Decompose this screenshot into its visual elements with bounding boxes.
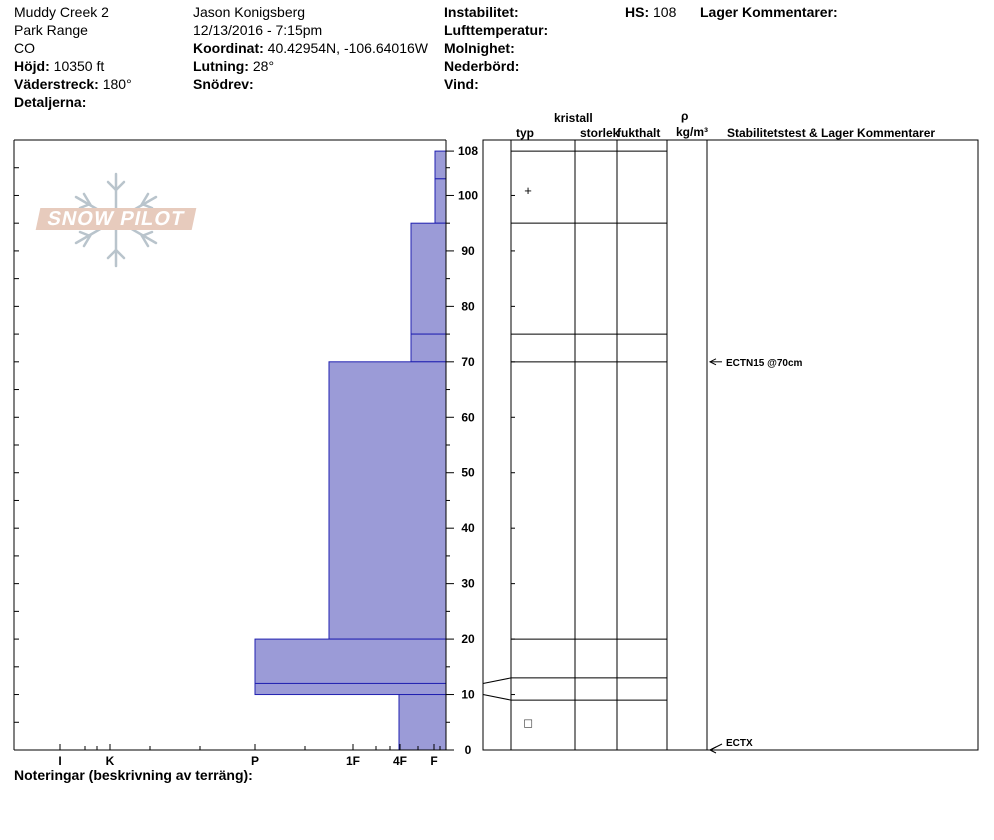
cloud-label: Molnighet: (444, 40, 515, 56)
aspect-value: 180° (102, 76, 132, 92)
hardness-tick-label: F (430, 754, 438, 768)
coordinates-value: 40.42954N, -106.64016W (267, 40, 428, 56)
elevation-label: Höjd: (14, 58, 50, 74)
layer-connector (483, 678, 511, 684)
site-name: Muddy Creek 2 (14, 4, 109, 20)
precip-label: Nederbörd: (444, 58, 520, 74)
layer-table-frame (483, 140, 978, 750)
crystal-symbol: □ (524, 715, 532, 731)
height-tick-label: 80 (461, 299, 475, 314)
hardness-bar (435, 179, 446, 223)
col-moisture: fukthalt (617, 126, 661, 140)
hardness-bar (411, 223, 446, 334)
aspect-label: Väderstreck: (14, 76, 99, 92)
height-tick-label: 20 (461, 632, 475, 647)
hardness-tick-label: P (250, 754, 260, 768)
wind-label: Vind: (444, 76, 479, 92)
hardness-tick-label: 4F (392, 754, 408, 768)
height-tick-label: 10 (461, 687, 475, 702)
height-tick-label: 0 (464, 743, 472, 757)
site-state: CO (14, 40, 35, 56)
layer-comments-label: Lager Kommentarer: (700, 4, 838, 20)
air-temp-label: Lufttemperatur: (444, 22, 549, 38)
slope-value: 28° (252, 58, 275, 74)
height-tick-label: 60 (461, 410, 475, 425)
hardness-bar (399, 695, 446, 750)
col-type: typ (516, 126, 534, 140)
drift-label: Snödrev: (193, 76, 254, 92)
col-stability: Stabilitetstest & Lager Kommentarer (727, 126, 936, 140)
height-tick-label: 100 (457, 188, 479, 203)
col-rho: ρ (681, 109, 689, 123)
hardness-tick-label: I (58, 754, 62, 768)
slope-label: Lutning: (193, 58, 249, 74)
col-size: storlek (580, 126, 620, 140)
hardness-tick-label: 1F (345, 754, 361, 768)
layer-connector (483, 695, 511, 701)
hardness-bar (255, 639, 446, 683)
hardness-bar (435, 151, 446, 179)
height-tick-label: 30 (461, 576, 475, 591)
hardness-bar (411, 334, 446, 362)
stability-test-label: ECTX (726, 738, 753, 749)
hardness-bar (255, 683, 446, 694)
col-crystal: kristall (554, 111, 593, 125)
stability-test-label: ECTN15 @70cm (726, 357, 803, 369)
height-tick-label: 70 (461, 354, 475, 369)
observation-datetime: 12/13/2016 - 7:15pm (193, 22, 323, 38)
hs-label: HS: (625, 4, 650, 20)
hardness-bar (329, 362, 446, 639)
site-range: Park Range (14, 22, 88, 38)
logo-text: SNOW PILOT (36, 208, 197, 230)
height-tick-label: 90 (461, 243, 475, 258)
notes-label: Noteringar (beskrivning av terräng): (14, 767, 253, 783)
elevation-value: 10350 ft (53, 58, 105, 74)
crystal-symbol: + (524, 182, 532, 198)
details-label: Detaljerna: (14, 94, 87, 110)
col-density-unit: kg/m³ (676, 125, 709, 139)
height-tick-label: 50 (461, 465, 475, 480)
hardness-tick-label: K (105, 754, 115, 768)
height-tick-label: 108 (457, 144, 479, 159)
height-tick-label: 40 (461, 521, 475, 536)
instability-label: Instabilitet: (444, 4, 519, 20)
hs-value: 108 (653, 4, 677, 20)
coordinates-label: Koordinat: (193, 40, 264, 56)
observer-name: Jason Konigsberg (193, 4, 306, 20)
